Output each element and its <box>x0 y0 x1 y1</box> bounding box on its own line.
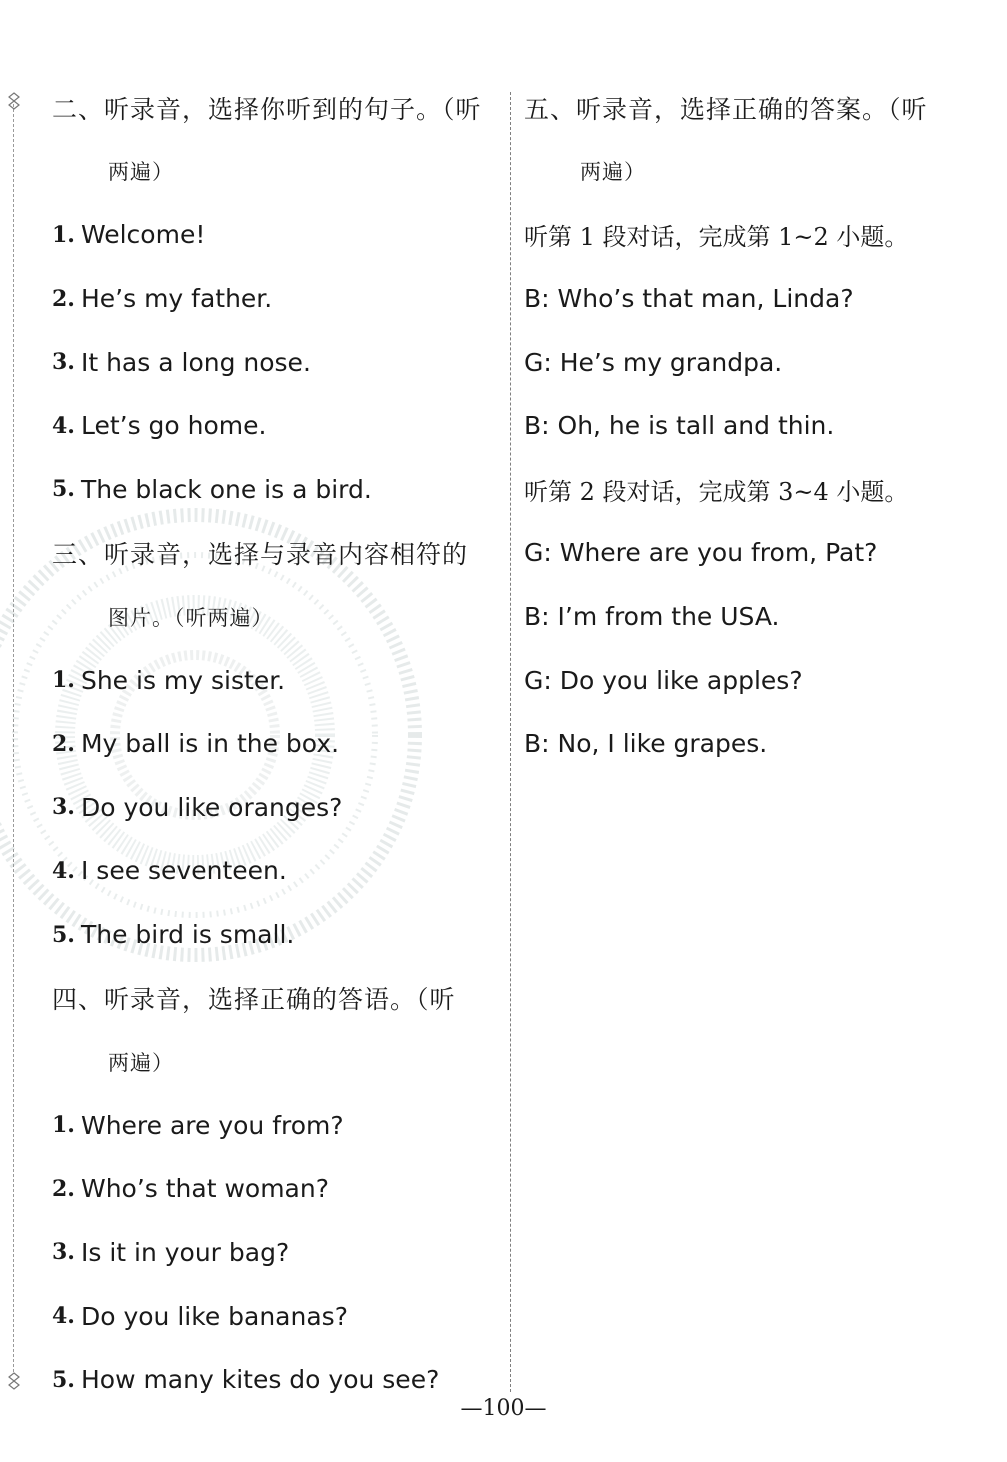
item-number: 3. <box>52 794 75 821</box>
item-number: 4. <box>52 412 75 439</box>
item-number: 2. <box>52 1175 75 1202</box>
item-number: 1. <box>52 1112 75 1139</box>
list-item <box>52 648 502 712</box>
dialog-line: G: Where are you from, Pat? <box>524 538 878 568</box>
list-item <box>52 458 502 522</box>
list-item <box>52 203 502 267</box>
dialog-line: B: No, I like grapes. <box>524 729 768 759</box>
item-text: Do you like oranges? <box>80 792 343 822</box>
item-text: Is it in your bag? <box>80 1237 290 1267</box>
list-item <box>52 330 502 394</box>
item-text: She is my sister. <box>80 665 286 695</box>
section-heading-continued: 两遍） <box>108 160 174 185</box>
section-heading: 三、听录音，选择与录音内容相符的 <box>52 539 469 569</box>
list-item <box>52 1157 502 1221</box>
item-number: 1. <box>52 667 75 694</box>
right-column <box>524 76 984 776</box>
section-heading: 五、听录音，选择正确的答案。（听 <box>524 94 928 124</box>
item-text: It has a long nose. <box>80 347 311 377</box>
item-number: 4. <box>52 857 75 884</box>
list-item <box>52 776 502 840</box>
item-text: Welcome! <box>80 220 206 250</box>
item-text: How many kites do you see? <box>80 1365 440 1395</box>
item-text: Who’s that woman? <box>80 1174 329 1204</box>
dialog-line: G: Do you like apples? <box>524 665 803 695</box>
item-text: He’s my father. <box>80 284 273 314</box>
item-text: Do you like bananas? <box>80 1301 348 1331</box>
section-heading-continued: 两遍） <box>108 1050 174 1075</box>
dialog-line: B: I’m from the USA. <box>524 602 780 632</box>
item-number: 2. <box>52 730 75 757</box>
item-text: The bird is small. <box>80 920 295 950</box>
list-item <box>52 267 502 331</box>
item-number: 5. <box>52 921 75 948</box>
section-heading-continued: 图片。（听两遍） <box>108 605 274 630</box>
list-item <box>52 1221 502 1285</box>
dialog-line: B: Oh, he is tall and thin. <box>524 411 835 441</box>
binding-mark-icon <box>7 92 21 110</box>
item-number: 5. <box>52 1366 75 1393</box>
column-divider <box>510 92 511 1392</box>
item-text: I see seventeen. <box>80 856 287 886</box>
list-item <box>52 1094 502 1158</box>
item-number: 4. <box>52 1303 75 1330</box>
dialog-instruction: 听第 2 段对话，完成第 3~4 小题。 <box>524 477 909 506</box>
item-number: 1. <box>52 221 75 248</box>
list-item <box>52 712 502 776</box>
item-number: 3. <box>52 1239 75 1266</box>
item-text: My ball is in the box. <box>80 729 340 759</box>
list-item <box>52 394 502 458</box>
item-number: 3. <box>52 349 75 376</box>
item-text: The black one is a bird. <box>80 474 372 504</box>
item-number: 2. <box>52 285 75 312</box>
section-heading-continued: 两遍） <box>580 160 646 185</box>
item-number: 5. <box>52 476 75 503</box>
left-column <box>52 76 502 1411</box>
list-item <box>52 839 502 903</box>
section-heading: 二、听录音，选择你听到的句子。（听 <box>52 94 482 124</box>
dialog-line: B: Who’s that man, Linda? <box>524 284 854 314</box>
dialog-instruction: 听第 1 段对话，完成第 1~2 小题。 <box>524 223 909 252</box>
item-text: Where are you from? <box>80 1110 344 1140</box>
list-item <box>52 1284 502 1348</box>
dialog-line: G: He’s my grandpa. <box>524 347 783 377</box>
binding-mark-icon <box>7 1372 21 1390</box>
page-number: —100— <box>460 1396 547 1421</box>
section-heading: 四、听录音，选择正确的答语。（听 <box>52 985 456 1015</box>
list-item <box>52 903 502 967</box>
item-text: Let’s go home. <box>80 411 267 441</box>
